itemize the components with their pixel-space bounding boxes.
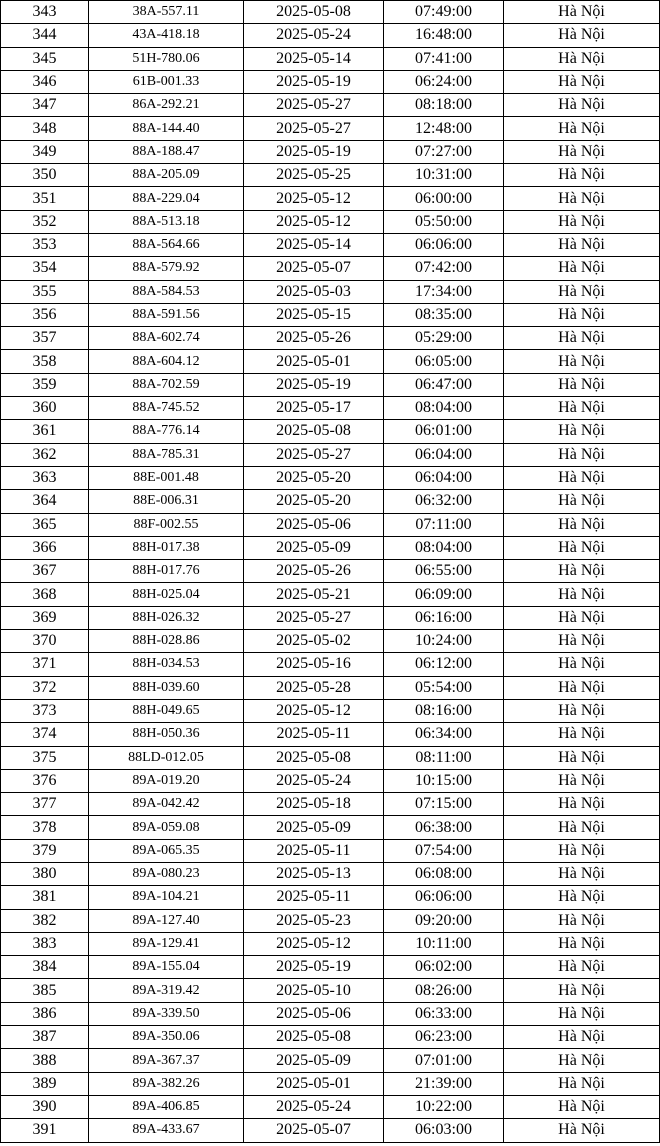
time-cell: 06:03:00 [384, 1119, 504, 1142]
time-cell: 06:12:00 [384, 653, 504, 676]
location-cell: Hà Nội [504, 1002, 660, 1025]
row-number-cell: 380 [1, 862, 89, 885]
location-cell: Hà Nội [504, 630, 660, 653]
date-cell: 2025-05-19 [244, 140, 384, 163]
table-row [1, 490, 660, 513]
license-plate-cell: 88H-017.76 [89, 560, 244, 583]
date-cell: 2025-05-28 [244, 676, 384, 699]
time-cell: 06:00:00 [384, 187, 504, 210]
license-plate-cell: 88H-026.32 [89, 606, 244, 629]
table-row [1, 793, 660, 816]
time-cell: 08:04:00 [384, 397, 504, 420]
date-cell: 2025-05-25 [244, 164, 384, 187]
date-cell: 2025-05-02 [244, 630, 384, 653]
license-plate-cell: 89A-155.04 [89, 956, 244, 979]
date-cell: 2025-05-12 [244, 187, 384, 210]
row-number-cell: 377 [1, 793, 89, 816]
time-cell: 10:15:00 [384, 769, 504, 792]
date-cell: 2025-05-01 [244, 350, 384, 373]
date-cell: 2025-05-26 [244, 560, 384, 583]
row-number-cell: 364 [1, 490, 89, 513]
table-row [1, 443, 660, 466]
time-cell: 06:34:00 [384, 723, 504, 746]
license-plate-cell: 51H-780.06 [89, 47, 244, 70]
time-cell: 08:26:00 [384, 979, 504, 1002]
location-cell: Hà Nội [504, 327, 660, 350]
row-number-cell: 350 [1, 164, 89, 187]
license-plate-cell: 88A-702.59 [89, 373, 244, 396]
time-cell: 06:23:00 [384, 1026, 504, 1049]
date-cell: 2025-05-12 [244, 932, 384, 955]
row-number-cell: 386 [1, 1002, 89, 1025]
table-row [1, 1072, 660, 1095]
date-cell: 2025-05-09 [244, 1049, 384, 1072]
license-plate-cell: 88A-229.04 [89, 187, 244, 210]
table-row [1, 303, 660, 326]
row-number-cell: 382 [1, 909, 89, 932]
date-cell: 2025-05-14 [244, 47, 384, 70]
row-number-cell: 351 [1, 187, 89, 210]
row-number-cell: 385 [1, 979, 89, 1002]
row-number-cell: 345 [1, 47, 89, 70]
license-plate-cell: 88E-006.31 [89, 490, 244, 513]
time-cell: 06:55:00 [384, 560, 504, 583]
time-cell: 06:06:00 [384, 233, 504, 256]
table-row [1, 280, 660, 303]
location-cell: Hà Nội [504, 350, 660, 373]
date-cell: 2025-05-09 [244, 816, 384, 839]
license-plate-cell: 86A-292.21 [89, 94, 244, 117]
row-number-cell: 371 [1, 653, 89, 676]
license-plate-cell: 88A-579.92 [89, 257, 244, 280]
location-cell: Hà Nội [504, 723, 660, 746]
time-cell: 07:01:00 [384, 1049, 504, 1072]
location-cell: Hà Nội [504, 70, 660, 93]
date-cell: 2025-05-12 [244, 210, 384, 233]
table-row [1, 932, 660, 955]
license-plate-cell: 88A-188.47 [89, 140, 244, 163]
row-number-cell: 360 [1, 397, 89, 420]
row-number-cell: 374 [1, 723, 89, 746]
row-number-cell: 355 [1, 280, 89, 303]
date-cell: 2025-05-07 [244, 257, 384, 280]
license-plate-cell: 88A-584.53 [89, 280, 244, 303]
location-cell: Hà Nội [504, 816, 660, 839]
time-cell: 10:11:00 [384, 932, 504, 955]
row-number-cell: 378 [1, 816, 89, 839]
date-cell: 2025-05-08 [244, 746, 384, 769]
date-cell: 2025-05-18 [244, 793, 384, 816]
row-number-cell: 357 [1, 327, 89, 350]
time-cell: 08:35:00 [384, 303, 504, 326]
location-cell: Hà Nội [504, 280, 660, 303]
date-cell: 2025-05-08 [244, 1, 384, 24]
date-cell: 2025-05-13 [244, 862, 384, 885]
location-cell: Hà Nội [504, 862, 660, 885]
location-cell: Hà Nội [504, 583, 660, 606]
row-number-cell: 346 [1, 70, 89, 93]
row-number-cell: 365 [1, 513, 89, 536]
license-plate-cell: 88A-785.31 [89, 443, 244, 466]
row-number-cell: 367 [1, 560, 89, 583]
license-plate-cell: 88A-776.14 [89, 420, 244, 443]
license-plate-cell: 88H-049.65 [89, 699, 244, 722]
location-cell: Hà Nội [504, 94, 660, 117]
date-cell: 2025-05-10 [244, 979, 384, 1002]
date-cell: 2025-05-08 [244, 420, 384, 443]
date-cell: 2025-05-11 [244, 886, 384, 909]
table-row [1, 816, 660, 839]
time-cell: 05:50:00 [384, 210, 504, 233]
row-number-cell: 391 [1, 1119, 89, 1142]
table-row [1, 536, 660, 559]
row-number-cell: 347 [1, 94, 89, 117]
location-cell: Hà Nội [504, 560, 660, 583]
time-cell: 06:08:00 [384, 862, 504, 885]
date-cell: 2025-05-15 [244, 303, 384, 326]
table-row [1, 560, 660, 583]
row-number-cell: 375 [1, 746, 89, 769]
time-cell: 06:02:00 [384, 956, 504, 979]
location-cell: Hà Nội [504, 1049, 660, 1072]
license-plate-cell: 88F-002.55 [89, 513, 244, 536]
date-cell: 2025-05-11 [244, 839, 384, 862]
table-row [1, 746, 660, 769]
license-plate-cell: 89A-127.40 [89, 909, 244, 932]
date-cell: 2025-05-08 [244, 1026, 384, 1049]
license-plate-cell: 89A-104.21 [89, 886, 244, 909]
location-cell: Hà Nội [504, 420, 660, 443]
date-cell: 2025-05-09 [244, 536, 384, 559]
date-cell: 2025-05-19 [244, 70, 384, 93]
date-cell: 2025-05-03 [244, 280, 384, 303]
date-cell: 2025-05-17 [244, 397, 384, 420]
license-plate-cell: 88A-591.56 [89, 303, 244, 326]
date-cell: 2025-05-21 [244, 583, 384, 606]
date-cell: 2025-05-19 [244, 373, 384, 396]
row-number-cell: 372 [1, 676, 89, 699]
table-row [1, 350, 660, 373]
date-cell: 2025-05-20 [244, 466, 384, 489]
license-plate-cell: 89A-080.23 [89, 862, 244, 885]
table-row [1, 1, 660, 24]
time-cell: 06:09:00 [384, 583, 504, 606]
location-cell: Hà Nội [504, 1072, 660, 1095]
row-number-cell: 348 [1, 117, 89, 140]
table-row [1, 1095, 660, 1118]
license-plate-cell: 88A-745.52 [89, 397, 244, 420]
date-cell: 2025-05-24 [244, 24, 384, 47]
table-row [1, 373, 660, 396]
table-row [1, 327, 660, 350]
location-cell: Hà Nội [504, 956, 660, 979]
location-cell: Hà Nội [504, 117, 660, 140]
time-cell: 06:04:00 [384, 466, 504, 489]
location-cell: Hà Nội [504, 676, 660, 699]
table-row [1, 886, 660, 909]
date-cell: 2025-05-01 [244, 1072, 384, 1095]
time-cell: 07:41:00 [384, 47, 504, 70]
time-cell: 07:11:00 [384, 513, 504, 536]
time-cell: 09:20:00 [384, 909, 504, 932]
table-row [1, 1026, 660, 1049]
table-body [1, 1, 660, 1143]
table-row [1, 1119, 660, 1142]
license-plate-cell: 89A-065.35 [89, 839, 244, 862]
location-cell: Hà Nội [504, 536, 660, 559]
row-number-cell: 376 [1, 769, 89, 792]
license-plate-cell: 89A-129.41 [89, 932, 244, 955]
time-cell: 08:04:00 [384, 536, 504, 559]
license-plate-cell: 88A-602.74 [89, 327, 244, 350]
row-number-cell: 370 [1, 630, 89, 653]
location-cell: Hà Nội [504, 699, 660, 722]
table-row [1, 70, 660, 93]
date-cell: 2025-05-11 [244, 723, 384, 746]
date-cell: 2025-05-20 [244, 490, 384, 513]
location-cell: Hà Nội [504, 303, 660, 326]
row-number-cell: 379 [1, 839, 89, 862]
table-row [1, 583, 660, 606]
license-plate-cell: 88H-039.60 [89, 676, 244, 699]
time-cell: 10:31:00 [384, 164, 504, 187]
license-plate-cell: 38A-557.11 [89, 1, 244, 24]
date-cell: 2025-05-19 [244, 956, 384, 979]
row-number-cell: 366 [1, 536, 89, 559]
license-plate-cell: 89A-433.67 [89, 1119, 244, 1142]
row-number-cell: 343 [1, 1, 89, 24]
row-number-cell: 361 [1, 420, 89, 443]
date-cell: 2025-05-24 [244, 1095, 384, 1118]
time-cell: 06:04:00 [384, 443, 504, 466]
time-cell: 07:42:00 [384, 257, 504, 280]
location-cell: Hà Nội [504, 839, 660, 862]
time-cell: 21:39:00 [384, 1072, 504, 1095]
location-cell: Hà Nội [504, 769, 660, 792]
row-number-cell: 388 [1, 1049, 89, 1072]
table-row [1, 47, 660, 70]
time-cell: 17:34:00 [384, 280, 504, 303]
location-cell: Hà Nội [504, 257, 660, 280]
date-cell: 2025-05-27 [244, 606, 384, 629]
date-cell: 2025-05-27 [244, 117, 384, 140]
time-cell: 06:05:00 [384, 350, 504, 373]
date-cell: 2025-05-07 [244, 1119, 384, 1142]
location-cell: Hà Nội [504, 187, 660, 210]
time-cell: 16:48:00 [384, 24, 504, 47]
location-cell: Hà Nội [504, 210, 660, 233]
location-cell: Hà Nội [504, 443, 660, 466]
time-cell: 07:27:00 [384, 140, 504, 163]
table-row [1, 676, 660, 699]
row-number-cell: 390 [1, 1095, 89, 1118]
time-cell: 10:22:00 [384, 1095, 504, 1118]
table-row [1, 466, 660, 489]
table-row [1, 979, 660, 1002]
license-plate-cell: 88H-050.36 [89, 723, 244, 746]
table-row [1, 187, 660, 210]
location-cell: Hà Nội [504, 979, 660, 1002]
location-cell: Hà Nội [504, 1095, 660, 1118]
location-cell: Hà Nội [504, 793, 660, 816]
row-number-cell: 384 [1, 956, 89, 979]
table-row [1, 94, 660, 117]
table-row [1, 956, 660, 979]
date-cell: 2025-05-06 [244, 513, 384, 536]
row-number-cell: 362 [1, 443, 89, 466]
row-number-cell: 349 [1, 140, 89, 163]
date-cell: 2025-05-14 [244, 233, 384, 256]
license-plate-cell: 88A-144.40 [89, 117, 244, 140]
date-cell: 2025-05-12 [244, 699, 384, 722]
location-cell: Hà Nội [504, 606, 660, 629]
license-plate-cell: 89A-019.20 [89, 769, 244, 792]
time-cell: 07:49:00 [384, 1, 504, 24]
row-number-cell: 352 [1, 210, 89, 233]
license-plate-cell: 88H-028.86 [89, 630, 244, 653]
table-row [1, 233, 660, 256]
row-number-cell: 358 [1, 350, 89, 373]
row-number-cell: 369 [1, 606, 89, 629]
table-row [1, 909, 660, 932]
time-cell: 10:24:00 [384, 630, 504, 653]
license-plate-cell: 88LD-012.05 [89, 746, 244, 769]
row-number-cell: 381 [1, 886, 89, 909]
table-row [1, 117, 660, 140]
license-plate-cell: 88A-205.09 [89, 164, 244, 187]
time-cell: 06:16:00 [384, 606, 504, 629]
location-cell: Hà Nội [504, 513, 660, 536]
license-plate-cell: 88A-513.18 [89, 210, 244, 233]
row-number-cell: 353 [1, 233, 89, 256]
license-plate-cell: 88H-017.38 [89, 536, 244, 559]
time-cell: 06:01:00 [384, 420, 504, 443]
table-row [1, 839, 660, 862]
row-number-cell: 368 [1, 583, 89, 606]
location-cell: Hà Nội [504, 373, 660, 396]
table-row [1, 140, 660, 163]
time-cell: 05:29:00 [384, 327, 504, 350]
location-cell: Hà Nội [504, 1119, 660, 1142]
date-cell: 2025-05-24 [244, 769, 384, 792]
location-cell: Hà Nội [504, 490, 660, 513]
row-number-cell: 363 [1, 466, 89, 489]
time-cell: 06:06:00 [384, 886, 504, 909]
location-cell: Hà Nội [504, 24, 660, 47]
table-row [1, 513, 660, 536]
table-row [1, 653, 660, 676]
location-cell: Hà Nội [504, 233, 660, 256]
table-row [1, 257, 660, 280]
row-number-cell: 387 [1, 1026, 89, 1049]
table-row [1, 1049, 660, 1072]
time-cell: 08:11:00 [384, 746, 504, 769]
table-row [1, 397, 660, 420]
location-cell: Hà Nội [504, 47, 660, 70]
license-plate-cell: 89A-367.37 [89, 1049, 244, 1072]
row-number-cell: 383 [1, 932, 89, 955]
license-plate-cell: 88H-025.04 [89, 583, 244, 606]
location-cell: Hà Nội [504, 746, 660, 769]
license-plate-cell: 89A-382.26 [89, 1072, 244, 1095]
row-number-cell: 359 [1, 373, 89, 396]
date-cell: 2025-05-16 [244, 653, 384, 676]
date-cell: 2025-05-27 [244, 94, 384, 117]
location-cell: Hà Nội [504, 397, 660, 420]
row-number-cell: 389 [1, 1072, 89, 1095]
location-cell: Hà Nội [504, 909, 660, 932]
date-cell: 2025-05-27 [244, 443, 384, 466]
time-cell: 05:54:00 [384, 676, 504, 699]
row-number-cell: 373 [1, 699, 89, 722]
time-cell: 06:24:00 [384, 70, 504, 93]
table-row [1, 24, 660, 47]
license-plate-cell: 89A-339.50 [89, 1002, 244, 1025]
license-plate-cell: 88H-034.53 [89, 653, 244, 676]
row-number-cell: 344 [1, 24, 89, 47]
license-plate-cell: 43A-418.18 [89, 24, 244, 47]
row-number-cell: 354 [1, 257, 89, 280]
location-cell: Hà Nội [504, 1026, 660, 1049]
license-plate-cell: 89A-042.42 [89, 793, 244, 816]
location-cell: Hà Nội [504, 466, 660, 489]
license-plate-cell: 89A-350.06 [89, 1026, 244, 1049]
table-row [1, 1002, 660, 1025]
time-cell: 08:16:00 [384, 699, 504, 722]
time-cell: 06:38:00 [384, 816, 504, 839]
date-cell: 2025-05-26 [244, 327, 384, 350]
table-row [1, 164, 660, 187]
location-cell: Hà Nội [504, 886, 660, 909]
date-cell: 2025-05-06 [244, 1002, 384, 1025]
date-cell: 2025-05-23 [244, 909, 384, 932]
location-cell: Hà Nội [504, 164, 660, 187]
table-row [1, 210, 660, 233]
table-row [1, 862, 660, 885]
license-plate-cell: 89A-059.08 [89, 816, 244, 839]
location-cell: Hà Nội [504, 140, 660, 163]
time-cell: 07:15:00 [384, 793, 504, 816]
table-row [1, 606, 660, 629]
license-plate-cell: 61B-001.33 [89, 70, 244, 93]
table-row [1, 699, 660, 722]
license-plate-cell: 88A-604.12 [89, 350, 244, 373]
license-plate-cell: 89A-406.85 [89, 1095, 244, 1118]
time-cell: 08:18:00 [384, 94, 504, 117]
license-plate-cell: 89A-319.42 [89, 979, 244, 1002]
location-cell: Hà Nội [504, 932, 660, 955]
time-cell: 07:54:00 [384, 839, 504, 862]
license-plate-cell: 88E-001.48 [89, 466, 244, 489]
table-row [1, 723, 660, 746]
location-cell: Hà Nội [504, 653, 660, 676]
table-row [1, 630, 660, 653]
time-cell: 06:32:00 [384, 490, 504, 513]
time-cell: 06:47:00 [384, 373, 504, 396]
time-cell: 12:48:00 [384, 117, 504, 140]
table-row [1, 420, 660, 443]
row-number-cell: 356 [1, 303, 89, 326]
table-row [1, 769, 660, 792]
license-plate-cell: 88A-564.66 [89, 233, 244, 256]
time-cell: 06:33:00 [384, 1002, 504, 1025]
location-cell: Hà Nội [504, 1, 660, 24]
